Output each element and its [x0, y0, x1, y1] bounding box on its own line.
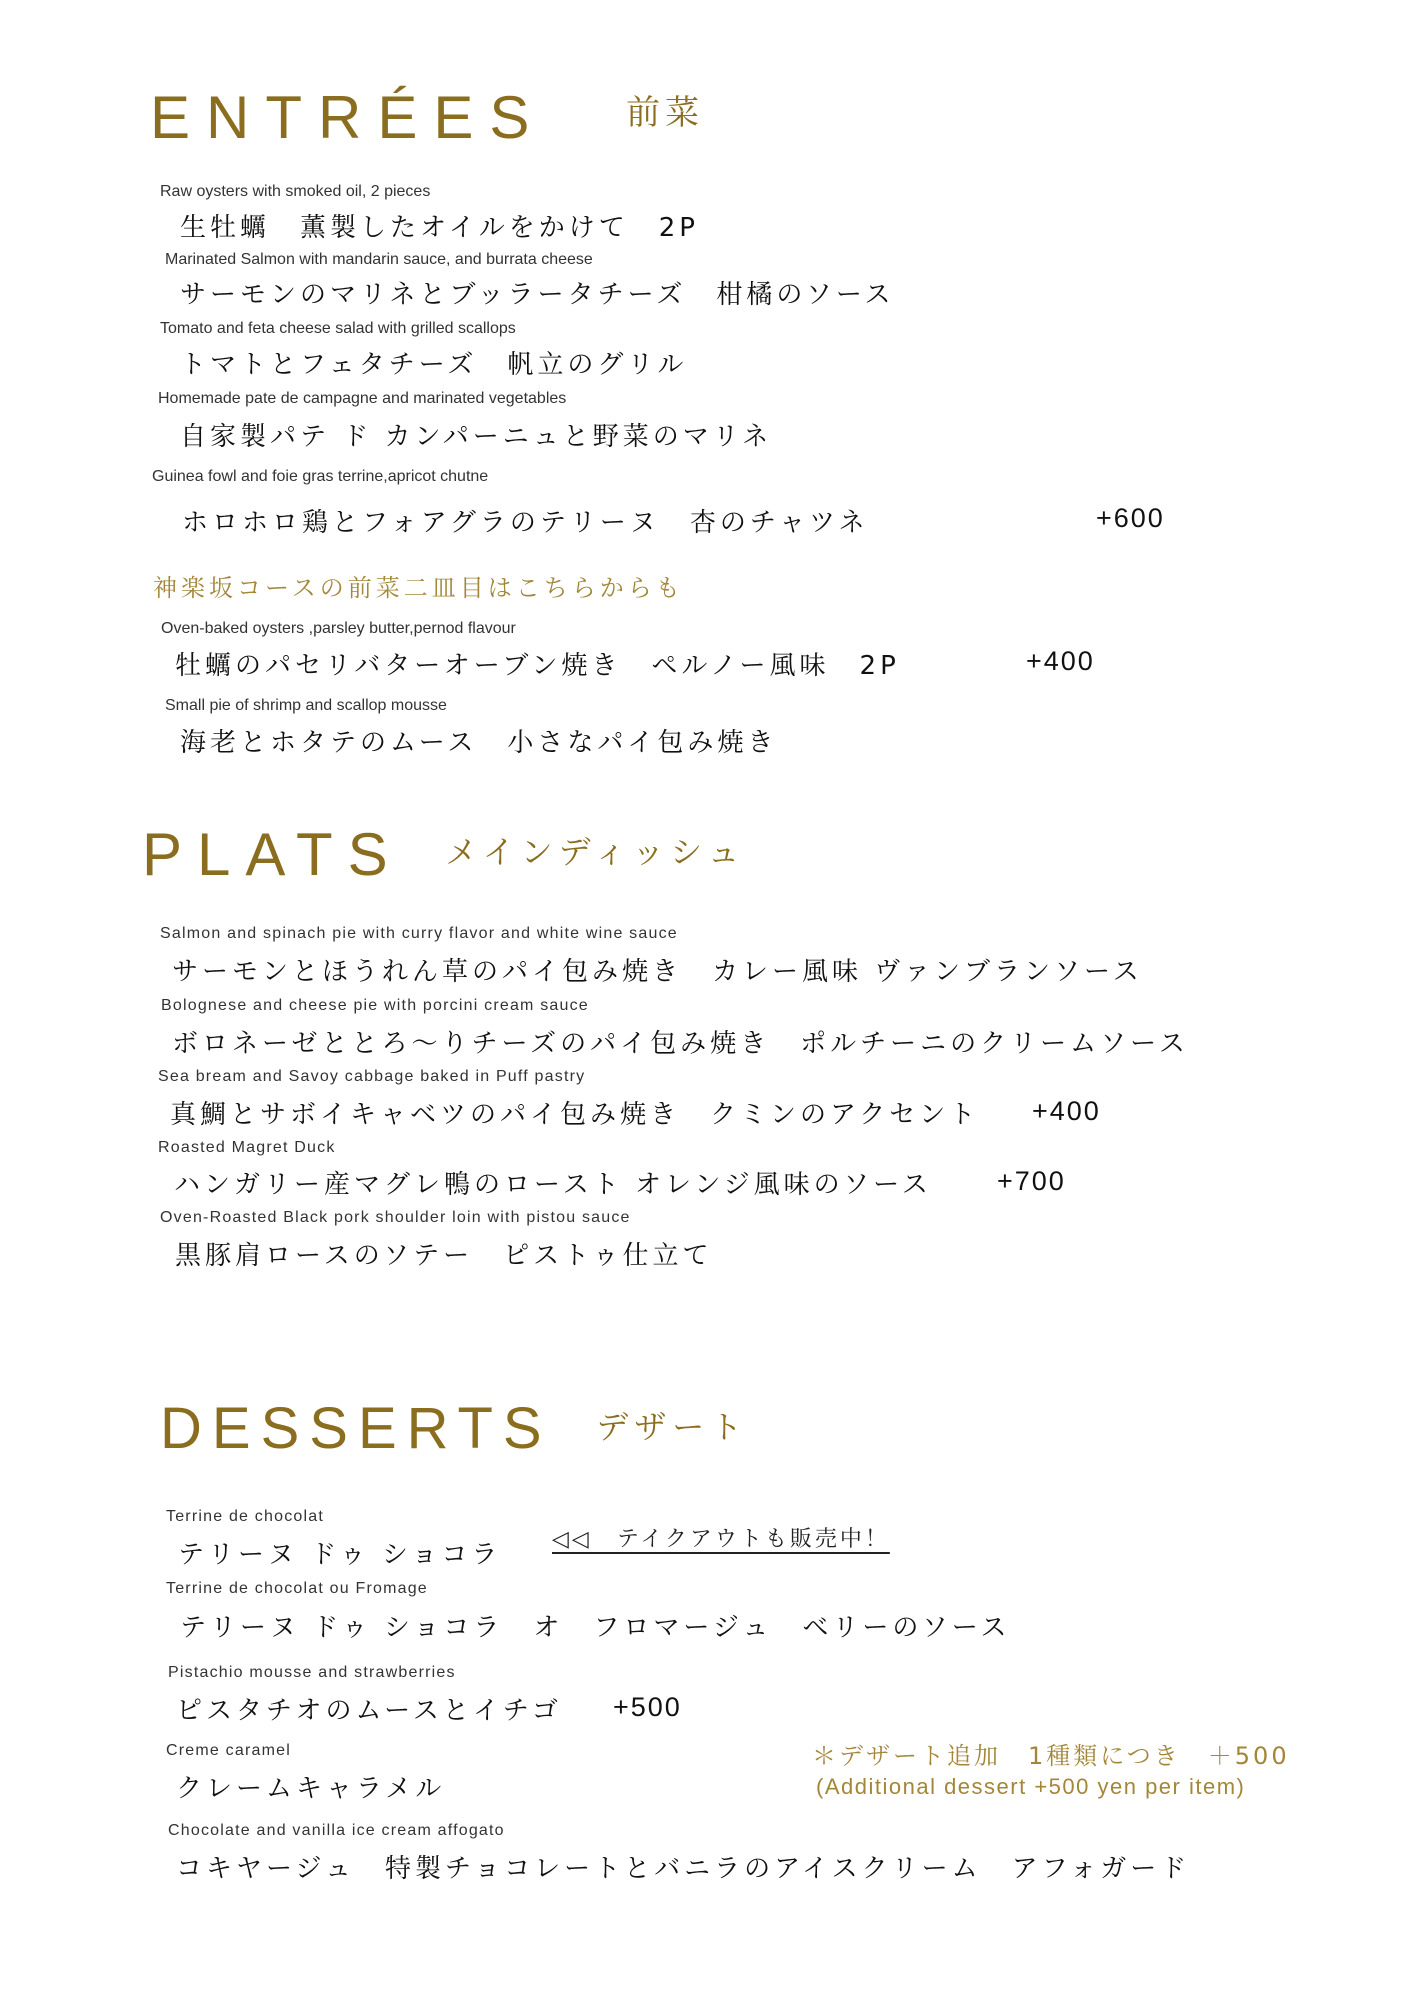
- plat-4-en: Roasted Magret Duck: [158, 1139, 336, 1156]
- entree-extra-1-en: Oven-baked oysters ,parsley butter,pernod flavour: [161, 620, 516, 637]
- entree-4-en: Homemade pate de campagne and marinated vegetables: [158, 390, 567, 407]
- plat-4-price: +700: [997, 1166, 1066, 1196]
- entree-2-jp: サーモンのマリネとブッラータチーズ 柑橘のソース: [180, 280, 895, 310]
- desserts-title-jp: デザート: [596, 1408, 749, 1446]
- additional-dessert-jp: ＊デザート追加 1種類につき ＋500: [812, 1742, 1290, 1770]
- plat-3-jp: 真鯛とサボイキャベツのパイ包み焼き クミンのアクセント: [170, 1100, 980, 1130]
- plat-2-jp: ボロネーゼととろ～りチーズのパイ包み焼き ポルチーニのクリームソース: [172, 1029, 1189, 1059]
- plat-2-en: Bolognese and cheese pie with porcini cream sauce: [161, 997, 589, 1014]
- entree-extra-1-jp: 牡蠣のパセリバターオーブン焼き ペルノー風味 2P: [175, 651, 900, 681]
- dessert-2-en: Terrine de chocolat ou Fromage: [166, 1580, 428, 1597]
- dessert-1-en: Terrine de chocolat: [166, 1508, 324, 1525]
- entree-1-en: Raw oysters with smoked oil, 2 pieces: [160, 183, 431, 200]
- plat-3-en: Sea bream and Savoy cabbage baked in Puff pastry: [158, 1068, 586, 1085]
- entree-1-jp: 生牡蠣 薫製したオイルをかけて 2P: [180, 213, 699, 243]
- dessert-4-en: Creme caramel: [166, 1742, 291, 1759]
- plat-4-jp: ハンガリー産マグレ鴨のロースト オレンジ風味のソース: [174, 1170, 932, 1200]
- entree-3-en: Tomato and feta cheese salad with grilled scallops: [160, 320, 516, 337]
- entrees-heading: [150, 84, 705, 151]
- plats-title-en: PLATS: [142, 821, 403, 888]
- entree-extra-2-jp: 海老とホタテのムース 小さなパイ包み焼き: [180, 728, 778, 758]
- entree-extra-2-en: Small pie of shrimp and scallop mousse: [165, 697, 447, 714]
- dessert-3-price: +500: [613, 1692, 682, 1722]
- dessert-5-jp: コキヤージュ 特製チョコレートとバニラのアイスクリーム アフォガード: [176, 1854, 1191, 1884]
- plat-1-en: Salmon and spinach pie with curry flavor and white wine sauce: [160, 925, 678, 942]
- plat-5-jp: 黒豚肩ロースのソテー ピストゥ仕立て: [175, 1241, 713, 1271]
- plat-3-price: +400: [1032, 1096, 1101, 1126]
- plats-heading: [142, 821, 746, 888]
- entree-3-jp: トマトとフェタチーズ 帆立のグリル: [180, 350, 688, 380]
- entree-4-jp: 自家製パテ ド カンパーニュと野菜のマリネ: [180, 422, 773, 452]
- entrees-title-en: ENTRÉES: [150, 84, 546, 151]
- dessert-3-jp: ピスタチオのムースとイチゴ: [176, 1696, 562, 1726]
- entree-2-en: Marinated Salmon with mandarin sauce, and burrata cheese: [165, 251, 593, 268]
- entree-5-price: +600: [1096, 503, 1165, 533]
- desserts-title-en: DESSERTS: [160, 1396, 552, 1461]
- dessert-4-jp: クレームキャラメル: [176, 1774, 446, 1804]
- takeout-note: ◁◁ テイクアウトも販売中！: [552, 1527, 890, 1552]
- desserts-heading: [160, 1396, 749, 1461]
- entree-5-en: Guinea fowl and foie gras terrine,apricot chutne: [152, 468, 489, 485]
- entrees-title-jp: 前菜: [626, 93, 705, 133]
- dessert-5-en: Chocolate and vanilla ice cream affogato: [168, 1822, 505, 1839]
- dessert-1-jp: テリーヌ ドゥ ショコラ: [178, 1540, 502, 1570]
- kagurazaka-note: 神楽坂コースの前菜二皿目はこちらからも: [153, 574, 684, 602]
- plats-title-jp: メインディッシュ: [445, 833, 746, 871]
- additional-dessert-en: (Additional dessert +500 yen per item): [816, 1774, 1246, 1799]
- entree-extra-1-price: +400: [1026, 646, 1095, 676]
- plat-5-en: Oven-Roasted Black pork shoulder loin with pistou sauce: [160, 1209, 631, 1226]
- dessert-2-jp: テリーヌ ドゥ ショコラ オ フロマージュ ベリーのソース: [180, 1613, 1011, 1643]
- dessert-3-en: Pistachio mousse and strawberries: [168, 1664, 456, 1681]
- plat-1-jp: サーモンとほうれん草のパイ包み焼き カレー風味 ヴァンブランソース: [172, 957, 1143, 987]
- entree-5-jp: ホロホロ鶏とフォアグラのテリーヌ 杏のチャツネ: [182, 508, 869, 538]
